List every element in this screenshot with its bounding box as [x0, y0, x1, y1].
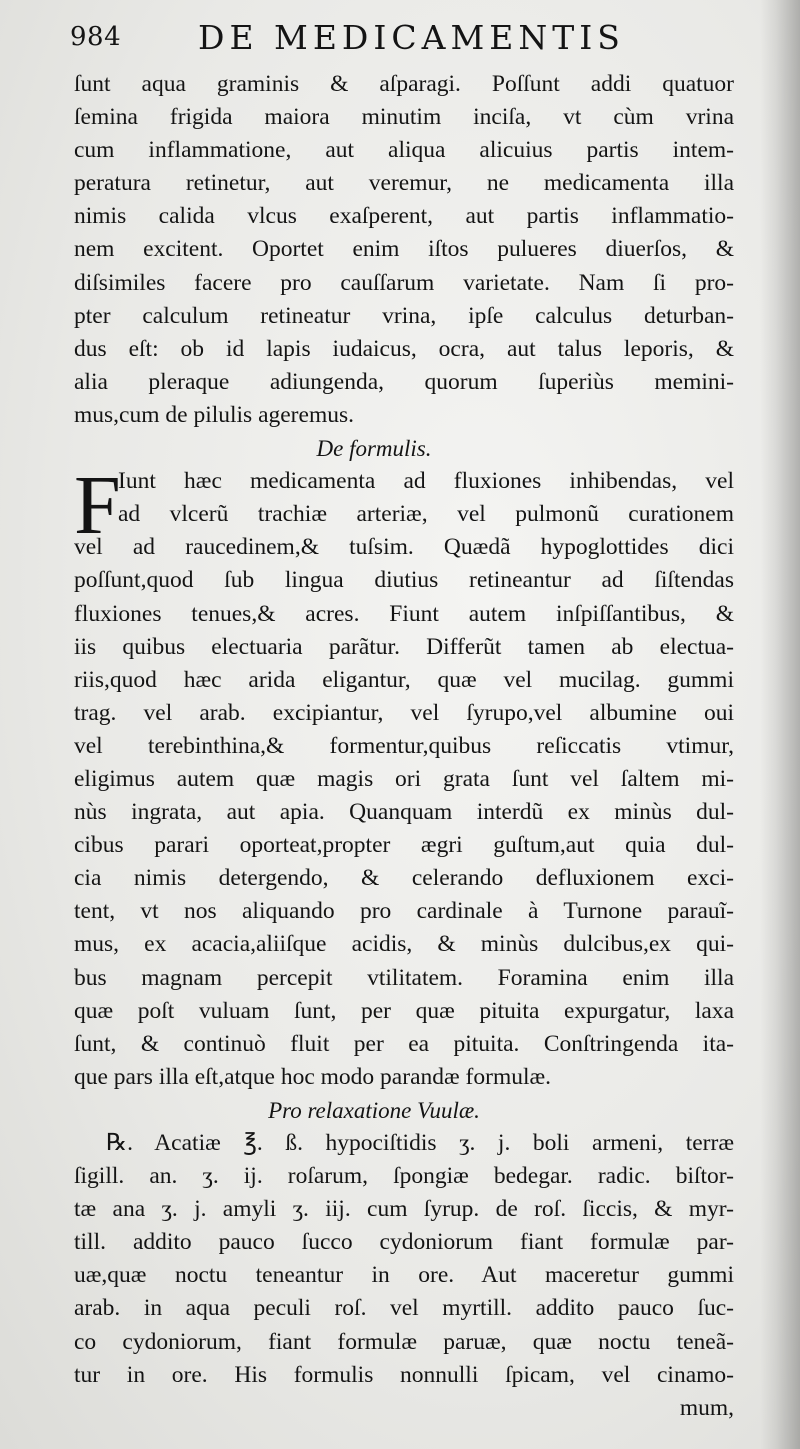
- section-heading-vuula: Pro relaxatione Vuulæ.: [268, 1097, 480, 1123]
- text-line: que pars illa eſt,atque hoc modo parandæ formulæ.: [74, 1063, 552, 1090]
- text-line: vel ad raucedinem,& tuſsim. Quædã hypoglottides dici: [74, 534, 734, 561]
- text-line: ſunt aqua graminis & aſparagi. Poſſunt addi quatuor: [74, 71, 734, 97]
- text-line: alia pleraque adiungenda, quorum ſuperiùs memini-: [74, 368, 734, 395]
- text-line: quæ poſt vuluam ſunt, per quæ pituita expurgatur, laxa: [74, 997, 734, 1024]
- text-line: ſunt, & continuò fluit per ea pituita. Conſtringenda ita-: [74, 1030, 734, 1057]
- text-line: co cydoniorum, fiant formulæ paruæ, quæ noctu teneã-: [74, 1328, 734, 1355]
- text-line: poſſunt,quod ſub lingua diutius retineantur ad ſiſtendas: [74, 567, 734, 594]
- text-line: nùs ingrata, aut apia. Quanquam interdũ ex minùs dul-: [74, 799, 734, 826]
- text-line: fluxiones tenues,& acres. Fiunt autem inſpiſſantibus, &: [74, 600, 734, 627]
- text-line: arab. in aqua peculi roſ. vel myrtill. addito pauco ſuc-: [74, 1295, 734, 1322]
- body-text: [74, 68, 734, 1425]
- text-line: ſemina frigida maiora minutim inciſa, vt cùm vrina: [74, 104, 734, 131]
- section-heading-formulis: De formulis.: [316, 436, 432, 462]
- text-line: nem excitent. Oportet enim iſtos pulueres diuerſos, &: [74, 236, 734, 263]
- text-line: dus eſt: ob id lapis iudaicus, ocra, aut talus leporis, &: [74, 335, 734, 362]
- page-spine-shadow: [760, 0, 800, 1449]
- text-line: mus, ex acacia,aliiſque acidis, & minùs dulcibus,ex qui-: [74, 931, 734, 958]
- text-line: iis quibus electuaria parãtur. Differũt tamen ab electua-: [74, 633, 734, 660]
- text-line: till. addito pauco ſucco cydoniorum fiant formulæ par-: [74, 1229, 734, 1256]
- paragraph-urine-powders: [74, 68, 734, 432]
- text-line: cia nimis detergendo, & celerando defluxionem exci-: [74, 865, 734, 892]
- text-line: peratura retinetur, aut veremur, ne medicamenta illa: [74, 170, 734, 197]
- text-line: mus,cum de pilulis ageremus.: [74, 401, 354, 428]
- text-line: uæ,quæ noctu teneantur in ore. Aut maceretur gummi: [74, 1262, 734, 1289]
- text-line: pter calculum retineatur vrina, ipſe calculus deturban-: [74, 302, 734, 329]
- text-line: eligimus autem quæ magis ori grata ſunt vel ſaltem mi-: [74, 765, 734, 792]
- running-title: DE MEDICAMENTIS: [198, 18, 625, 57]
- text-line: ſigill. an. ʒ. ij. roſarum, ſpongiæ bedegar. radic. biſtor-: [74, 1163, 734, 1190]
- text-line: nimis calida vlcus exaſperent, aut partis inflammatio-: [74, 203, 734, 230]
- catchword: mum,: [679, 1394, 734, 1421]
- text-line: vel terebinthina,& formentur,quibus reſiccatis vtimur,: [74, 732, 734, 759]
- text-line: trag. vel arab. excipiantur, vel ſyrupo,vel albumine oui: [74, 699, 734, 726]
- paragraph-formulae: [74, 459, 734, 1094]
- text-line: tur in ore. His formulis nonnulli ſpicam, vel cinamo-: [74, 1361, 734, 1388]
- text-line: riis,quod hæc arida eligantur, quæ vel mucilag. gummi: [74, 666, 734, 693]
- text-line: ℞. Acatiæ ℥. ß. hypociſtidis ʒ. j. boli armeni, terræ: [106, 1130, 734, 1156]
- text-line: bus magnam percepit vtilitatem. Foramina enim illa: [74, 964, 734, 991]
- text-line: cibus parari oporteat,propter ægri guſtum,aut quia dul-: [74, 832, 734, 859]
- drop-cap-letter: F: [74, 459, 121, 552]
- paragraph-recipe: [74, 1127, 734, 1392]
- page-number: 984: [70, 22, 122, 52]
- text-line: tent, vt nos aliquando pro cardinale à Turnone parauĩ-: [74, 898, 734, 925]
- page-header: [70, 18, 730, 58]
- text-line: ad vlcerũ trachiæ arteriæ, vel pulmonũ curationem: [118, 501, 734, 528]
- text-line: Iunt hæc medicamenta ad fluxiones inhibendas, vel: [118, 468, 734, 495]
- text-line: diſsimiles facere pro cauſſarum varietate. Nam ſi pro-: [74, 269, 734, 296]
- text-line: cum inflammatione, aut aliqua alicuius partis intem-: [74, 137, 734, 164]
- text-line: tæ ana ʒ. j. amyli ʒ. iij. cum ſyrup. de roſ. ſiccis, & myr-: [74, 1196, 734, 1223]
